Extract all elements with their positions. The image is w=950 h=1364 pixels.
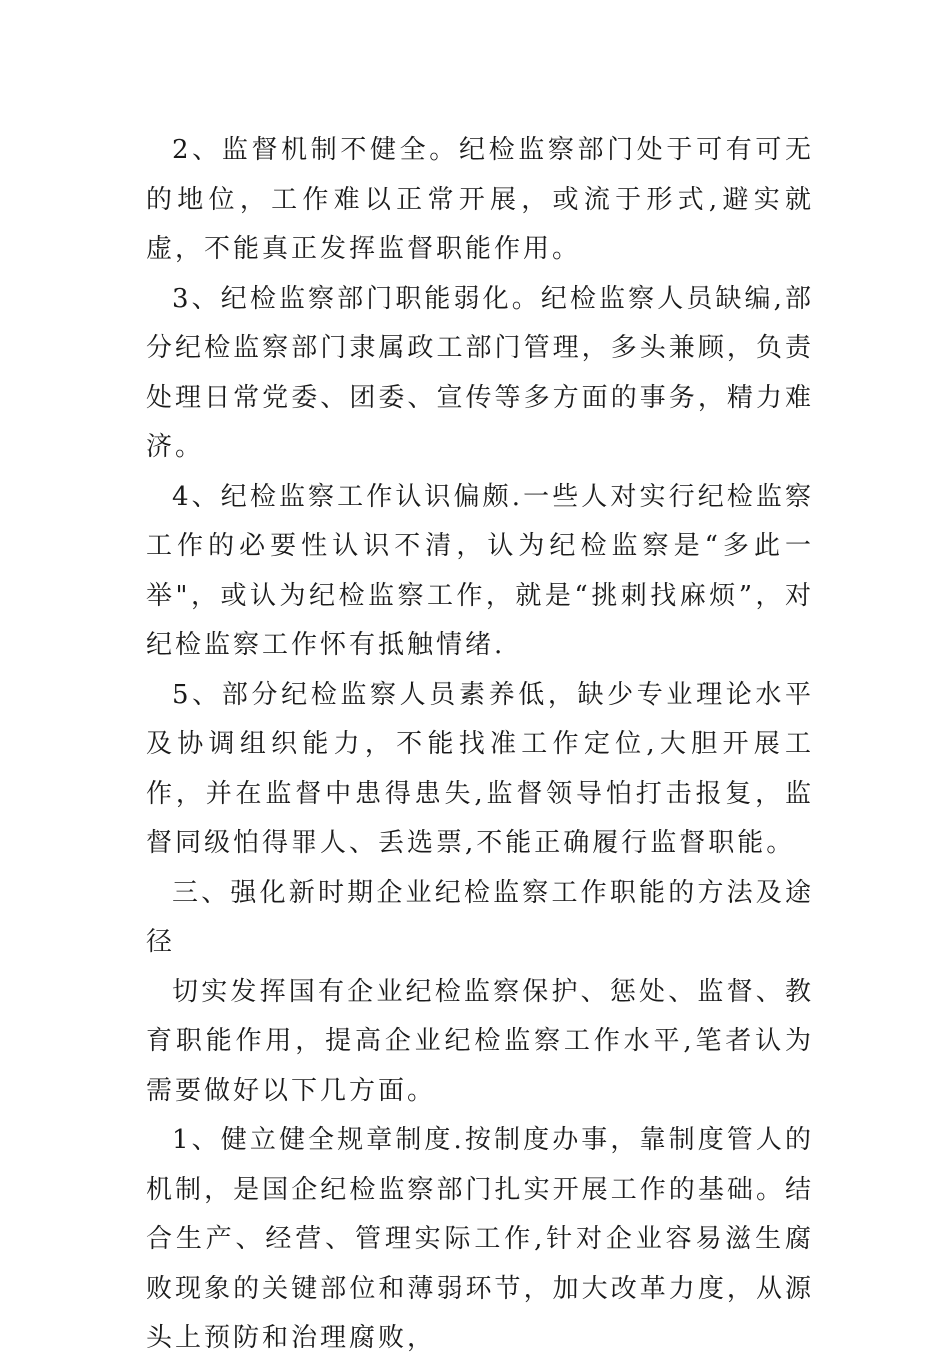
paragraph-item-5: 5、部分纪检监察人员素养低，缺少专业理论水平及协调组织能力，不能找准工作定位,大胆开展工作，并在监督中患得患失,监督领导怕打击报复，监督同级怕得罪人、丢选票,不能正确履行监督职能。: [146, 679, 814, 858]
section-heading-3: 三、强化新时期企业纪检监察工作职能的方法及途径: [146, 877, 814, 957]
section-intro-paragraph: 切实发挥国有企业纪检监察保护、惩处、监督、教育职能作用，提高企业纪检监察工作水平,笔者认为需要做好以下几方面。: [146, 976, 814, 1106]
paragraph-item-4: 4、纪检监察工作认识偏颇.一些人对实行纪检监察工作的必要性认识不清，认为纪检监察是“多此一举"，或认为纪检监察工作，就是“挑刺找麻烦”，对纪检监察工作怀有抵触情绪.: [146, 481, 814, 660]
paragraph-item-3: 3、纪检监察部门职能弱化。纪检监察人员缺编,部分纪检监察部门隶属政工部门管理，多头兼顾，负责处理日常党委、团委、宣传等多方面的事务，精力难济。: [146, 283, 814, 462]
paragraph-item-2: 2、监督机制不健全。纪检监察部门处于可有可无的地位，工作难以正常开展，或流于形式,避实就虚，不能真正发挥监督职能作用。: [146, 135, 814, 264]
document-body: [146, 126, 814, 1364]
paragraph-item-1: 1、健立健全规章制度.按制度办事，靠制度管人的机制，是国企纪检监察部门扎实开展工作的基础。结合生产、经营、管理实际工作,针对企业容易滋生腐败现象的关键部位和薄弱环节，加大改革力度，从源头上预防和治理腐败，: [146, 1125, 814, 1353]
